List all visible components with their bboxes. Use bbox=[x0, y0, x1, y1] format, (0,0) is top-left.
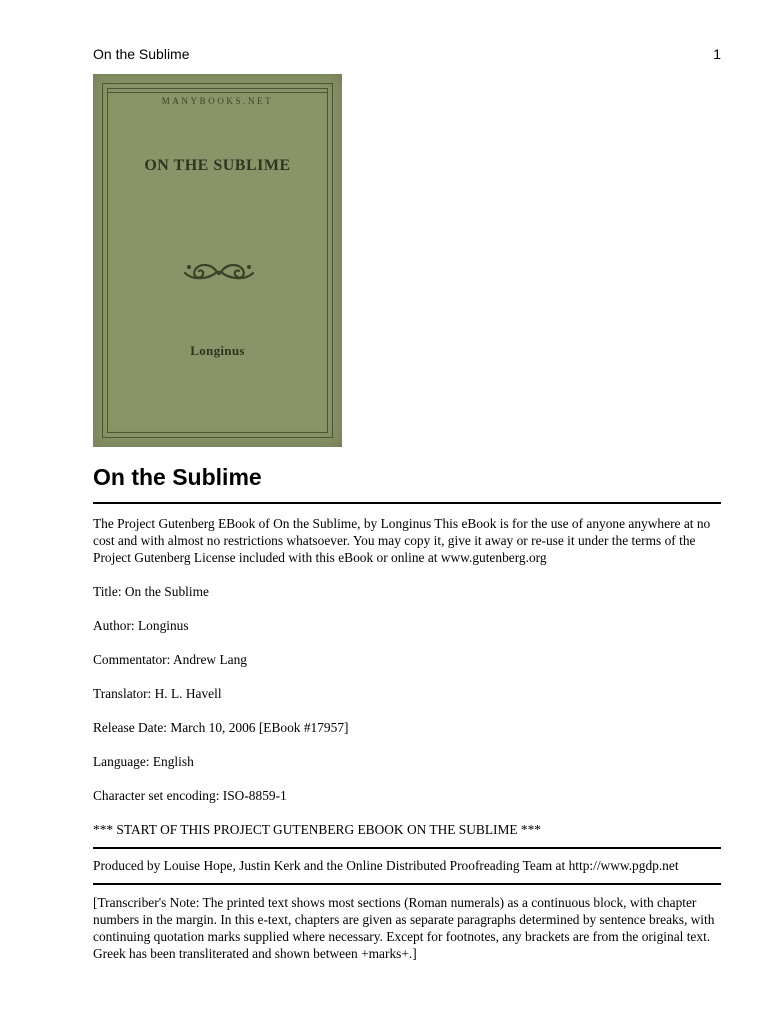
running-header bbox=[93, 46, 721, 66]
divider-1 bbox=[93, 847, 721, 849]
meta-language: Language: English bbox=[93, 754, 194, 769]
cover-title: ON THE SUBLIME bbox=[144, 157, 291, 174]
divider-2 bbox=[93, 883, 721, 885]
title-divider bbox=[93, 502, 721, 504]
start-marker: *** START OF THIS PROJECT GUTENBERG EBOOK ON THE SUBLIME *** bbox=[93, 822, 541, 837]
meta-translator: Translator: H. L. Havell bbox=[93, 686, 222, 701]
intro-paragraph: The Project Gutenberg EBook of On the Sublime, by Longinus This eBook is for the use of anyone anywhere at no cost and with almost no restrictions whatsoever. You may copy it, give it away or re-use it under the terms of the Project Gutenberg License included with this eBook or online at www.gutenberg.org bbox=[93, 516, 711, 565]
page-number: 1 bbox=[713, 46, 721, 62]
page-title: On the Sublime bbox=[93, 464, 262, 490]
meta-encoding: Character set encoding: ISO-8859-1 bbox=[93, 788, 287, 803]
meta-author: Author: Longinus bbox=[93, 618, 189, 633]
meta-title: Title: On the Sublime bbox=[93, 584, 209, 599]
meta-commentator: Commentator: Andrew Lang bbox=[93, 652, 247, 667]
meta-release-date: Release Date: March 10, 2006 [EBook #17957] bbox=[93, 720, 349, 735]
produced-by: Produced by Louise Hope, Justin Kerk and the Online Distributed Proofreading Team at http://www.pgdp.net bbox=[93, 858, 679, 873]
cover-frame-bar bbox=[107, 92, 328, 93]
transcriber-note: [Transcriber's Note: The printed text shows most sections (Roman numerals) as a continuous block, with chapter numbers in the margin. In this e-text, chapters are given as separate paragraphs determined by sentence breaks, with continuing quotation marks supplied where necessary. Except for footnotes, any brackets are from the original text. Greek has been transliterated and shown between +marks+.] bbox=[93, 895, 715, 961]
scroll-ornament-icon bbox=[181, 259, 257, 285]
cover-publisher: MANYBOOKS.NET bbox=[161, 96, 274, 106]
cover-author: Longinus bbox=[190, 343, 245, 358]
running-header-title: On the Sublime bbox=[93, 46, 190, 62]
book-cover bbox=[93, 74, 342, 447]
